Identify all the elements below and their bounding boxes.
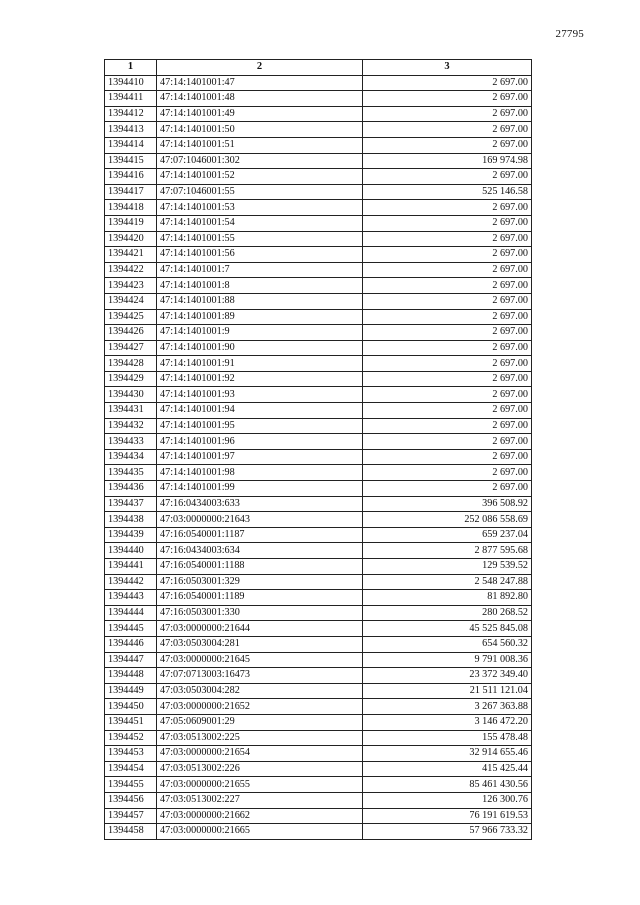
row-number: 1394427 [105, 340, 157, 356]
column-header-2: 2 [157, 60, 363, 76]
row-number: 1394441 [105, 559, 157, 575]
row-number: 1394421 [105, 247, 157, 263]
cadastral-number: 47:14:1401001:93 [157, 387, 363, 403]
cadastral-number: 47:03:0000000:21655 [157, 777, 363, 793]
cadastral-value: 2 697.00 [363, 106, 532, 122]
table-row [105, 371, 532, 387]
table-row [105, 340, 532, 356]
table-row [105, 184, 532, 200]
table-row [105, 761, 532, 777]
table-row [105, 668, 532, 684]
cadastral-number: 47:14:1401001:52 [157, 169, 363, 185]
cadastral-number: 47:14:1401001:95 [157, 418, 363, 434]
cadastral-number: 47:16:0540001:1189 [157, 590, 363, 606]
column-header-1: 1 [105, 60, 157, 76]
row-number: 1394418 [105, 200, 157, 216]
table-row [105, 746, 532, 762]
cadastral-number: 47:14:1401001:92 [157, 371, 363, 387]
row-number: 1394449 [105, 683, 157, 699]
cadastral-value: 2 697.00 [363, 356, 532, 372]
cadastral-number: 47:16:0503001:329 [157, 574, 363, 590]
cadastral-number: 47:14:1401001:7 [157, 262, 363, 278]
cadastral-number: 47:03:0000000:21643 [157, 512, 363, 528]
cadastral-number: 47:14:1401001:96 [157, 434, 363, 450]
row-number: 1394425 [105, 309, 157, 325]
table-row [105, 714, 532, 730]
row-number: 1394410 [105, 75, 157, 91]
table-row [105, 309, 532, 325]
cadastral-value: 2 697.00 [363, 309, 532, 325]
cadastral-number: 47:03:0513002:225 [157, 730, 363, 746]
row-number: 1394436 [105, 481, 157, 497]
row-number: 1394423 [105, 278, 157, 294]
row-number: 1394415 [105, 153, 157, 169]
table-row [105, 122, 532, 138]
cadastral-number: 47:14:1401001:89 [157, 309, 363, 325]
cadastral-value: 2 877 595.68 [363, 543, 532, 559]
row-number: 1394420 [105, 231, 157, 247]
table-row [105, 91, 532, 107]
table-body [105, 75, 532, 839]
row-number: 1394445 [105, 621, 157, 637]
cadastral-value: 2 697.00 [363, 434, 532, 450]
cadastral-number: 47:03:0000000:21645 [157, 652, 363, 668]
cadastral-number: 47:14:1401001:53 [157, 200, 363, 216]
cadastral-value: 2 697.00 [363, 465, 532, 481]
cadastral-value: 126 300.76 [363, 792, 532, 808]
table-row [105, 465, 532, 481]
cadastral-number: 47:14:1401001:48 [157, 91, 363, 107]
cadastral-value: 659 237.04 [363, 527, 532, 543]
cadastral-value: 2 548 247.88 [363, 574, 532, 590]
cadastral-value: 2 697.00 [363, 340, 532, 356]
cadastral-value: 2 697.00 [363, 122, 532, 138]
table-row [105, 777, 532, 793]
row-number: 1394450 [105, 699, 157, 715]
cadastral-number: 47:16:0434003:634 [157, 543, 363, 559]
table-row [105, 527, 532, 543]
row-number: 1394442 [105, 574, 157, 590]
table-row [105, 247, 532, 263]
table-row [105, 683, 532, 699]
cadastral-value: 129 539.52 [363, 559, 532, 575]
cadastral-value: 21 511 121.04 [363, 683, 532, 699]
table-row [105, 574, 532, 590]
cadastral-number: 47:14:1401001:88 [157, 293, 363, 309]
cadastral-number: 47:14:1401001:98 [157, 465, 363, 481]
table-row [105, 543, 532, 559]
table-row [105, 652, 532, 668]
cadastral-value: 2 697.00 [363, 325, 532, 341]
cadastral-number: 47:16:0540001:1188 [157, 559, 363, 575]
row-number: 1394431 [105, 403, 157, 419]
cadastral-number: 47:14:1401001:9 [157, 325, 363, 341]
table-row [105, 262, 532, 278]
cadastral-value: 415 425.44 [363, 761, 532, 777]
cadastral-value: 2 697.00 [363, 418, 532, 434]
row-number: 1394458 [105, 824, 157, 840]
cadastral-number: 47:05:0609001:29 [157, 714, 363, 730]
row-number: 1394439 [105, 527, 157, 543]
table-row [105, 590, 532, 606]
cadastral-number: 47:16:0503001:330 [157, 605, 363, 621]
cadastral-value: 45 525 845.08 [363, 621, 532, 637]
row-number: 1394440 [105, 543, 157, 559]
table-row [105, 621, 532, 637]
cadastral-number: 47:14:1401001:51 [157, 137, 363, 153]
table-row [105, 325, 532, 341]
table-row [105, 403, 532, 419]
row-number: 1394438 [105, 512, 157, 528]
table-row [105, 137, 532, 153]
cadastral-value: 2 697.00 [363, 278, 532, 294]
cadastral-value: 2 697.00 [363, 91, 532, 107]
cadastral-number: 47:03:0513002:227 [157, 792, 363, 808]
cadastral-number: 47:03:0000000:21662 [157, 808, 363, 824]
table-row [105, 231, 532, 247]
cadastral-number: 47:14:1401001:54 [157, 215, 363, 231]
cadastral-number: 47:07:1046001:55 [157, 184, 363, 200]
cadastral-value: 2 697.00 [363, 247, 532, 263]
row-number: 1394411 [105, 91, 157, 107]
row-number: 1394424 [105, 293, 157, 309]
table-row [105, 512, 532, 528]
cadastral-value: 2 697.00 [363, 449, 532, 465]
row-number: 1394453 [105, 746, 157, 762]
row-number: 1394451 [105, 714, 157, 730]
table-row [105, 605, 532, 621]
cadastral-value: 2 697.00 [363, 137, 532, 153]
cadastral-value: 252 086 558.69 [363, 512, 532, 528]
row-number: 1394455 [105, 777, 157, 793]
cadastral-number: 47:14:1401001:90 [157, 340, 363, 356]
cadastral-value: 396 508.92 [363, 496, 532, 512]
cadastral-number: 47:14:1401001:8 [157, 278, 363, 294]
row-number: 1394430 [105, 387, 157, 403]
cadastral-number: 47:03:0000000:21654 [157, 746, 363, 762]
cadastral-number: 47:03:0513002:226 [157, 761, 363, 777]
cadastral-number: 47:03:0503004:282 [157, 683, 363, 699]
table-row [105, 434, 532, 450]
row-number: 1394433 [105, 434, 157, 450]
row-number: 1394446 [105, 636, 157, 652]
row-number: 1394444 [105, 605, 157, 621]
table-row [105, 293, 532, 309]
cadastral-value: 85 461 430.56 [363, 777, 532, 793]
row-number: 1394456 [105, 792, 157, 808]
cadastral-value: 2 697.00 [363, 200, 532, 216]
row-number: 1394413 [105, 122, 157, 138]
cadastral-number: 47:14:1401001:47 [157, 75, 363, 91]
column-header-3: 3 [363, 60, 532, 76]
table-row [105, 730, 532, 746]
cadastral-number: 47:14:1401001:99 [157, 481, 363, 497]
table-row [105, 215, 532, 231]
table-row [105, 278, 532, 294]
cadastral-value: 169 974.98 [363, 153, 532, 169]
cadastral-number: 47:14:1401001:50 [157, 122, 363, 138]
table-row [105, 449, 532, 465]
row-number: 1394452 [105, 730, 157, 746]
row-number: 1394429 [105, 371, 157, 387]
row-number: 1394412 [105, 106, 157, 122]
cadastral-value: 81 892.80 [363, 590, 532, 606]
table-row [105, 699, 532, 715]
row-number: 1394447 [105, 652, 157, 668]
table-row [105, 200, 532, 216]
row-number: 1394437 [105, 496, 157, 512]
table-row [105, 496, 532, 512]
table-row [105, 636, 532, 652]
table-row [105, 559, 532, 575]
cadastral-value: 9 791 008.36 [363, 652, 532, 668]
cadastral-number: 47:03:0503004:281 [157, 636, 363, 652]
cadastral-number: 47:03:0000000:21644 [157, 621, 363, 637]
table-row [105, 792, 532, 808]
table-row [105, 153, 532, 169]
row-number: 1394432 [105, 418, 157, 434]
table-row [105, 418, 532, 434]
cadastral-value: 2 697.00 [363, 75, 532, 91]
table-row [105, 824, 532, 840]
cadastral-value: 2 697.00 [363, 215, 532, 231]
cadastral-value-table [104, 59, 532, 840]
cadastral-number: 47:16:0434003:633 [157, 496, 363, 512]
cadastral-number: 47:03:0000000:21665 [157, 824, 363, 840]
table-row [105, 169, 532, 185]
row-number: 1394434 [105, 449, 157, 465]
table-row [105, 387, 532, 403]
table-header-row [105, 60, 532, 76]
cadastral-value: 2 697.00 [363, 262, 532, 278]
cadastral-number: 47:07:1046001:302 [157, 153, 363, 169]
cadastral-value: 2 697.00 [363, 387, 532, 403]
row-number: 1394419 [105, 215, 157, 231]
row-number: 1394454 [105, 761, 157, 777]
row-number: 1394416 [105, 169, 157, 185]
cadastral-number: 47:14:1401001:91 [157, 356, 363, 372]
table-row [105, 481, 532, 497]
row-number: 1394435 [105, 465, 157, 481]
row-number: 1394422 [105, 262, 157, 278]
row-number: 1394443 [105, 590, 157, 606]
cadastral-value: 32 914 655.46 [363, 746, 532, 762]
page-number: 27795 [555, 28, 584, 40]
cadastral-value: 23 372 349.40 [363, 668, 532, 684]
table-row [105, 75, 532, 91]
cadastral-value: 2 697.00 [363, 481, 532, 497]
cadastral-number: 47:14:1401001:49 [157, 106, 363, 122]
cadastral-value: 2 697.00 [363, 403, 532, 419]
row-number: 1394414 [105, 137, 157, 153]
table-row [105, 356, 532, 372]
cadastral-value: 2 697.00 [363, 169, 532, 185]
cadastral-number: 47:14:1401001:56 [157, 247, 363, 263]
cadastral-value: 57 966 733.32 [363, 824, 532, 840]
cadastral-number: 47:03:0000000:21652 [157, 699, 363, 715]
table-row [105, 808, 532, 824]
row-number: 1394428 [105, 356, 157, 372]
cadastral-value: 3 267 363.88 [363, 699, 532, 715]
cadastral-number: 47:07:0713003:16473 [157, 668, 363, 684]
cadastral-value: 654 560.32 [363, 636, 532, 652]
cadastral-number: 47:14:1401001:55 [157, 231, 363, 247]
row-number: 1394426 [105, 325, 157, 341]
cadastral-number: 47:16:0540001:1187 [157, 527, 363, 543]
cadastral-value: 3 146 472.20 [363, 714, 532, 730]
cadastral-value: 525 146.58 [363, 184, 532, 200]
cadastral-number: 47:14:1401001:94 [157, 403, 363, 419]
cadastral-value: 2 697.00 [363, 293, 532, 309]
cadastral-value: 2 697.00 [363, 371, 532, 387]
row-number: 1394417 [105, 184, 157, 200]
cadastral-value: 280 268.52 [363, 605, 532, 621]
cadastral-number: 47:14:1401001:97 [157, 449, 363, 465]
table-row [105, 106, 532, 122]
row-number: 1394457 [105, 808, 157, 824]
cadastral-value: 2 697.00 [363, 231, 532, 247]
row-number: 1394448 [105, 668, 157, 684]
cadastral-value: 76 191 619.53 [363, 808, 532, 824]
cadastral-value: 155 478.48 [363, 730, 532, 746]
